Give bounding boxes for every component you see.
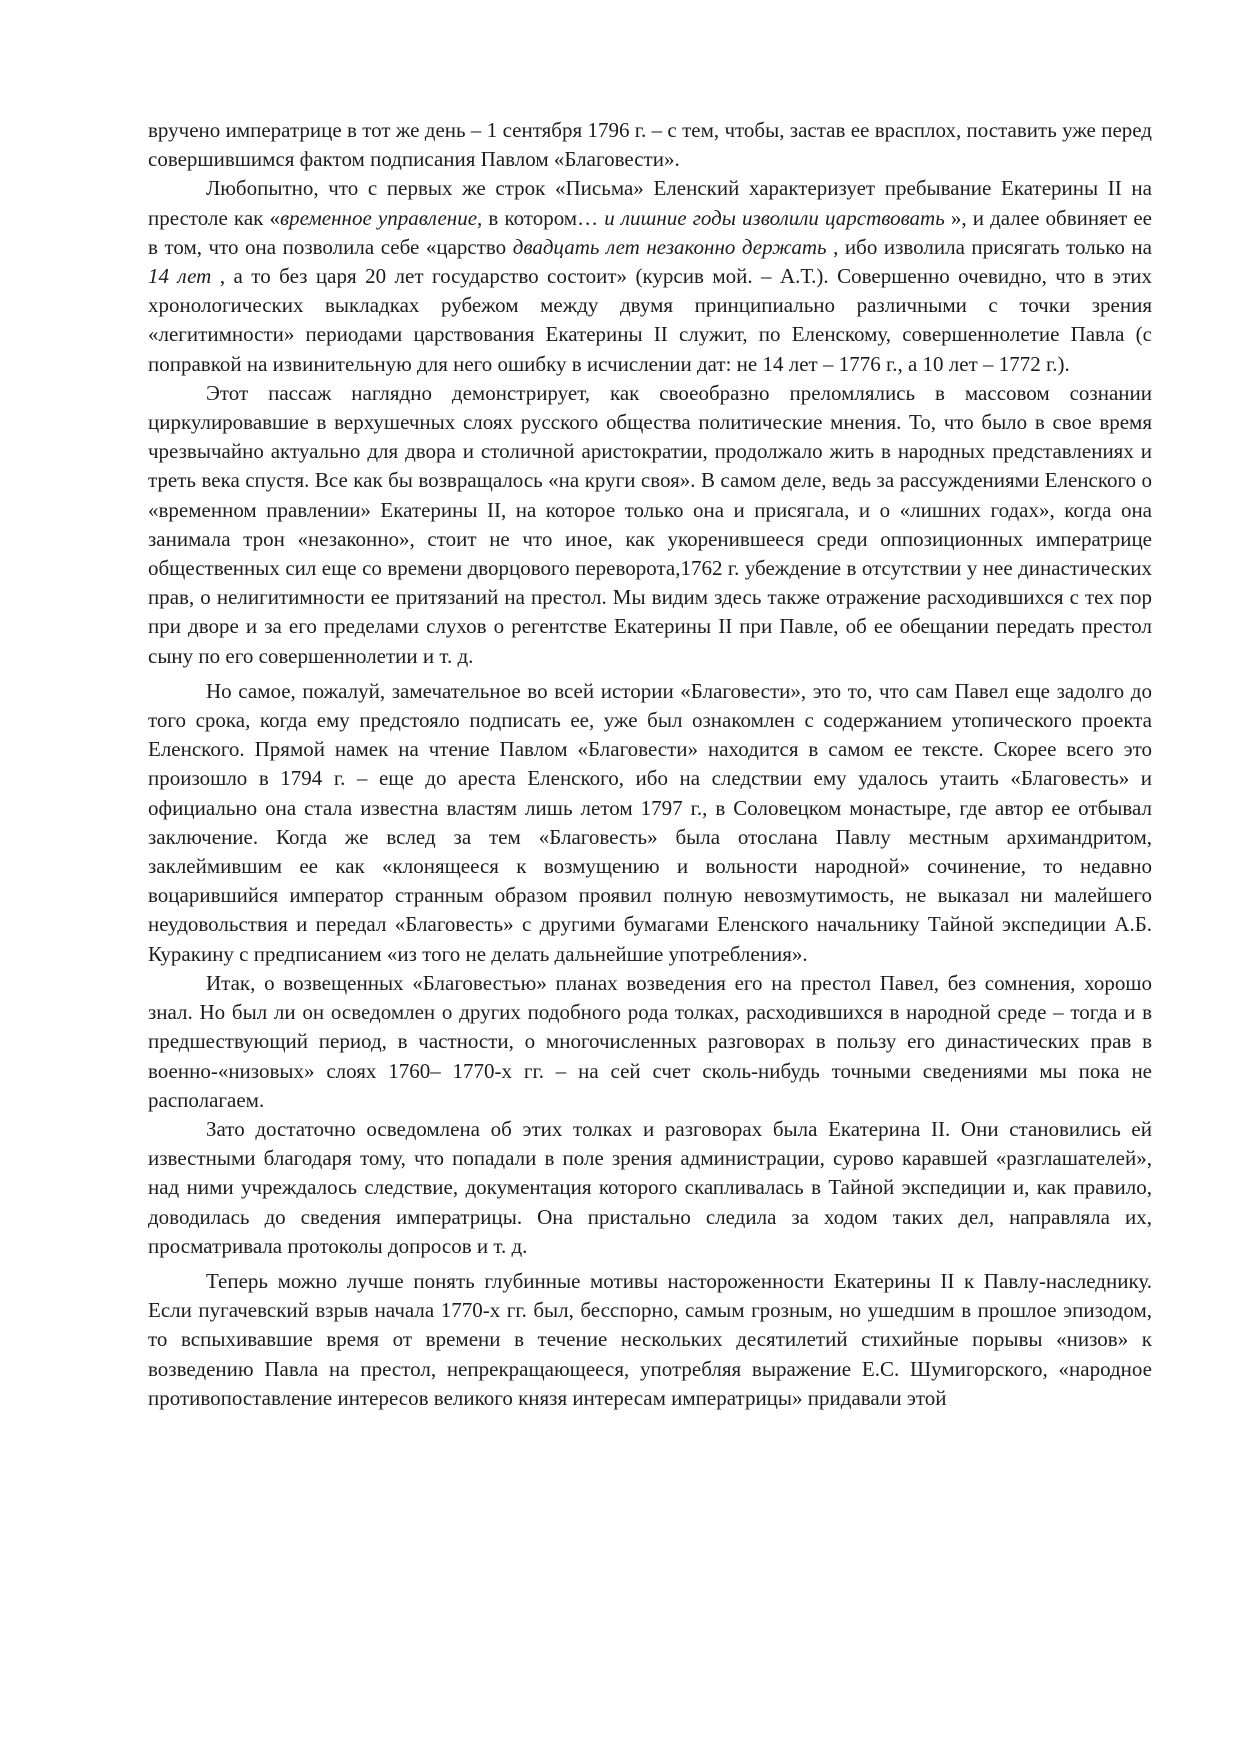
paragraph-4 <box>148 677 1152 969</box>
text-segment: Зато достаточно осведомлена об этих толках и разговорах была Екатерина II. Они становились ей известными благодаря тому, что попадали в поле зрения администрации, сурово каравшей «разглашателей», над ними учреждалось следствие, документация которого скапливалась в Тайной экспедиции и, как правило, доводилась до сведения императрицы. Она пристально следила за ходом таких дел, направляла их, просматривала протоколы допросов и т. д. <box>148 1116 1152 1258</box>
paragraph-6 <box>148 1115 1152 1261</box>
paragraph-2 <box>148 174 1152 378</box>
text-segment: , ибо изволила присягать только на <box>826 234 1152 259</box>
paragraph-1 <box>148 116 1152 174</box>
paragraph-5 <box>148 969 1152 1115</box>
text-segment: Но самое, пожалуй, замечательное во всей истории «Благовести», это то, что сам Павел еще задолго до того срока, когда ему предстояло подписать ее, уже был ознакомлен с содержанием утопического проекта Еленского. Прямой намек на чтение Павлом «Благовести» находится в самом ее тексте. Скорее всего это произошло в 1794 г. – еще до ареста Еленского, ибо на следствии ему удалось утаить «Благовесть» и официально она стала известна властям лишь летом 1797 г., в Соловецком монастыре, где автор ее отбывал заключение. Когда же вслед за тем «Благовесть» была отослана Павлу местным архимандритом, заклеймившим ее как «клонящееся к возмущению и вольности народной» сочинение, то недавно воцарившийся император странным образом проявил полную невозмутимость, не выказал ни малейшего неудовольствия и передал «Благовесть» с другими бумагами Еленского начальнику Тайной экспедиции А.Б. Куракину с предписанием «из того не делать дальнейшие употребления». <box>148 678 1152 966</box>
text-segment: Любопытно, что с первых же строк «Письма» Еленский характеризует пребывание Екатерины II на престоле как « <box>148 176 1152 230</box>
italic-quote: 14 лет <box>148 264 212 289</box>
text-segment: в котором… <box>482 205 605 230</box>
text-segment: , а то без царя 20 лет государство состоит» (курсив мой. – А.Т.). Совершенно очевидно, что в этих хронологических выкладках рубежом между двумя принципиально различными с точки зрения «легитимности» периодами царствования Екатерины II служит, по Еленскому, совершеннолетие Павла (с поправкой на извинительную для него ошибку в исчислении дат: не 14 лет – 1776 г., а 10 лет – 1772 г.). <box>148 264 1153 376</box>
italic-quote: двадцать лет незаконно держать <box>512 234 827 259</box>
paragraph-3 <box>148 379 1152 671</box>
text-segment: вручено императрице в тот же день – 1 сентября 1796 г. – с тем, чтобы, застав ее врасплох, поставить уже перед совершившимся фактом подписания Павлом «Благовести». <box>148 118 1152 172</box>
italic-quote: и лишние годы изволили царствовать <box>604 205 945 230</box>
text-segment: », и далее обвиняет ее в том, что она позволила себе «царство <box>148 205 1153 259</box>
italic-quote: временное управление, <box>279 205 483 230</box>
text-segment: Теперь можно лучше понять глубинные мотивы настороженности Екатерины II к Павлу-наследнику. Если пугачевский взрыв начала 1770-х гг. был, бесспорно, самым грозным, но ушедшим в прошлое эпизодом, то вспыхивавшие время от времени в течение нескольких десятилетий стихийные порывы «низов» к возведению Павла на престол, непрекращающееся, употребляя выражение Е.С. Шумигорского, «народное противопоставление интересов великого князя интересам императрицы» придавали этой <box>148 1268 1152 1410</box>
document-page <box>148 116 1152 1413</box>
text-segment: Итак, о возвещенных «Благовестью» планах возведения его на престол Павел, без сомнения, хорошо знал. Но был ли он осведомлен о других подобного рода толках, расходившихся в народной среде – тогда и в предшествующий период, в частности, о многочисленных разговорах в пользу его династических прав в военно-«низовых» слоях 1760– 1770-х гг. – на сей счет сколь-нибудь точными сведениями мы пока не располагаем. <box>148 970 1152 1112</box>
text-segment: Этот пассаж наглядно демонстрирует, как своеобразно преломлялись в массовом сознании циркулировавшие в верхушечных слоях русского общества политические мнения. То, что было в свое время чрезвычайно актуально для двора и столичной аристократии, продолжало жить в народных представлениях и треть века спустя. Все как бы возвращалось «на круги своя». В самом деле, ведь за рассуждениями Еленского о «временном правлении» Екатерины II, на которое только она и присягала, и о «лишних годах», когда она занимала трон «незаконно», стоит не что иное, как укоренившееся среди оппозиционных императрице общественных сил еще со времени дворцового переворота,1762 г. убеждение в отсутствии у нее династических прав, о нелигитимности ее притязаний на престол. Мы видим здесь также отражение расходившихся с тех пор при дворе и за его пределами слухов о регентстве Екатерины II при Павле, об ее обещании передать престол сыну по его совершеннолетии и т. д. <box>148 380 1152 668</box>
paragraph-7 <box>148 1267 1152 1413</box>
